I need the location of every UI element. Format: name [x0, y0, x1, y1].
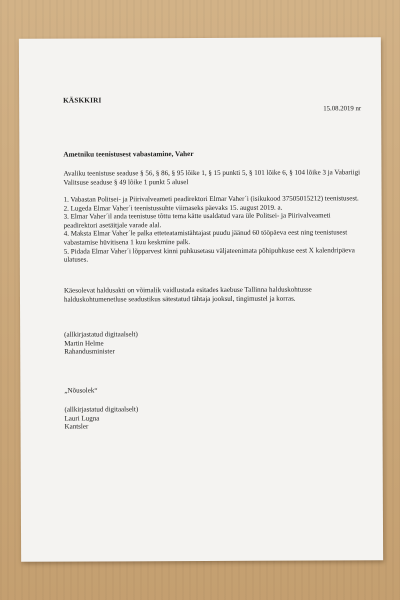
appeal-notice: Käesolevat haldusakti on võimalik vaidlustada esitades kaebuse Tallinna halduskohtusse halduskohtumenetluse seadustikus sätestatud tähtaja jooksul, tingimustel ja korras.	[63, 285, 312, 304]
legal-basis: Avaliku teenistuse seaduse § 56, § 86, § 95 lõike 1, § 15 punkti 5, § 101 lõike 6, § 104 lõike 3 ja Vabariigi Valitsuse seaduse § 49 lõike 1 punkt 5 alusel	[63, 168, 361, 187]
signer-name: Lauri Lugna	[64, 414, 100, 423]
consent-heading: „Nõusolek“	[64, 386, 98, 395]
order-points	[64, 194, 364, 264]
document-subject: Ametniku teenistusest vabastamine, Vaher	[63, 150, 194, 159]
signature-note: (allkirjastatud digitaalselt)	[64, 405, 139, 414]
order-point: 3. Elmar Vaher´il anda teenistuse tõttu tema kätte usaldatud vara üle Politsei- ja Piirivalveameti peadirektori asetäitjale varade alal.	[63, 211, 331, 230]
document-date: 15.08.2019 nr	[323, 105, 362, 113]
signer-name: Martin Helme	[64, 339, 104, 348]
signature-block-minister	[64, 329, 364, 356]
order-point: 5. Pidada Elmar Vaher´i lõpparvest kinni puhkusetasu väljateenimata põhipuhkuse eest X kalendripäeva ulatuses.	[63, 245, 355, 264]
signer-role: Kantsler	[64, 422, 89, 431]
signature-block-chancellor	[64, 404, 364, 431]
document-page	[19, 37, 383, 562]
order-point: 2. Lugeda Elmar Vaher´i teenistussuhte viimaseks päevaks 15. august 2019. a.	[63, 203, 283, 213]
order-point: 1. Vabastan Politsei- ja Piirivalveameti peadirektori Elmar Vaher´i (isikukood 37505015212) teenistusest.	[63, 194, 359, 204]
document-heading: KÄSKKIRI	[63, 96, 102, 105]
signer-role: Rahandusminister	[64, 347, 115, 356]
signature-note: (allkirjastatud digitaalselt)	[64, 330, 138, 339]
consent-heading-block	[64, 385, 364, 395]
order-point: 4. Maksta Elmar Vaher´le palka etteteatamistähtajast puudu jäänud 60 tööpäeva eest ning teenistusest vabastamise hüvitisena 1 kuu keskmine palk.	[63, 228, 348, 247]
